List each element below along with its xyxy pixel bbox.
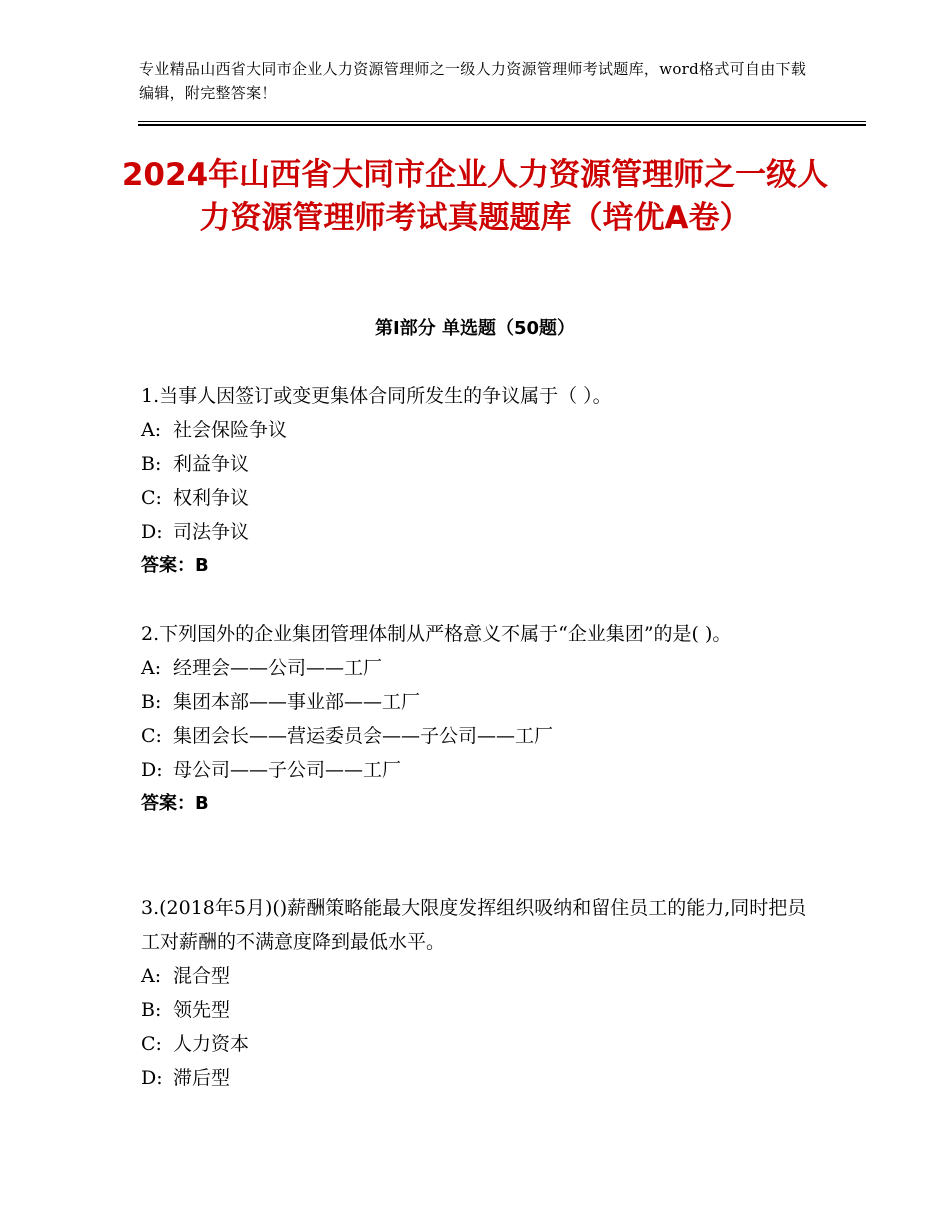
option-letter: B: <box>141 453 162 475</box>
option-c <box>141 719 821 753</box>
header-divider-thin <box>138 121 866 122</box>
section-title: 第Ⅰ部分 单选题（50题） <box>374 318 575 339</box>
option-a <box>141 651 821 685</box>
question-stem: 3.(2018年5月)()薪酬策略能最大限度发挥组织吸纳和留住员工的能力,同时把员工对薪酬的不满意度降到最低水平。 <box>141 897 807 953</box>
option-c <box>141 1027 821 1061</box>
option-a <box>141 959 821 993</box>
option-letter: B: <box>141 999 162 1021</box>
option-text: 司法争议 <box>173 521 250 543</box>
option-letter: A: <box>141 419 162 441</box>
option-letter: A: <box>141 965 162 987</box>
option-letter: B: <box>141 691 162 713</box>
option-text: 混合型 <box>173 965 231 987</box>
answer: 答案：B <box>141 793 209 814</box>
question-3 <box>141 891 821 1095</box>
option-b <box>141 447 821 481</box>
option-text: 经理会——公司——工厂 <box>173 657 383 679</box>
option-b <box>141 993 821 1027</box>
question-2 <box>141 617 821 821</box>
answer: 答案：B <box>141 555 209 576</box>
option-d <box>141 1061 821 1095</box>
option-letter: C: <box>141 487 162 509</box>
option-c <box>141 481 821 515</box>
option-text: 社会保险争议 <box>173 419 288 441</box>
question-stem: 2.下列国外的企业集团管理体制从严格意义不属于“企业集团”的是( )。 <box>141 623 732 645</box>
option-d <box>141 515 821 549</box>
option-letter: C: <box>141 725 162 747</box>
option-a <box>141 413 821 447</box>
option-letter: A: <box>141 657 162 679</box>
option-letter: D: <box>141 1067 163 1089</box>
option-text: 利益争议 <box>173 453 250 475</box>
header-divider-thick <box>138 124 866 126</box>
question-1 <box>141 379 821 583</box>
option-letter: D: <box>141 759 163 781</box>
option-text: 滞后型 <box>173 1067 231 1089</box>
option-letter: C: <box>141 1033 162 1055</box>
option-text: 人力资本 <box>173 1033 250 1055</box>
option-text: 集团会长——营运委员会——子公司——工厂 <box>173 725 554 747</box>
option-b <box>141 685 821 719</box>
option-text: 领先型 <box>173 999 231 1021</box>
option-letter: D: <box>141 521 163 543</box>
document-title: 2024年山西省大同市企业人力资源管理师之一级人力资源管理师考试真题题库（培优A卷） <box>121 157 829 236</box>
option-text: 集团本部——事业部——工厂 <box>173 691 421 713</box>
option-text: 权利争议 <box>173 487 250 509</box>
question-stem: 1.当事人因签订或变更集体合同所发生的争议属于（ ）。 <box>141 385 612 407</box>
header-note: 专业精品山西省大同市企业人力资源管理师之一级人力资源管理师考试题库，word格式可自由下载编辑，附完整答案！ <box>139 60 807 102</box>
option-text: 母公司——子公司——工厂 <box>173 759 402 781</box>
option-d <box>141 753 821 787</box>
